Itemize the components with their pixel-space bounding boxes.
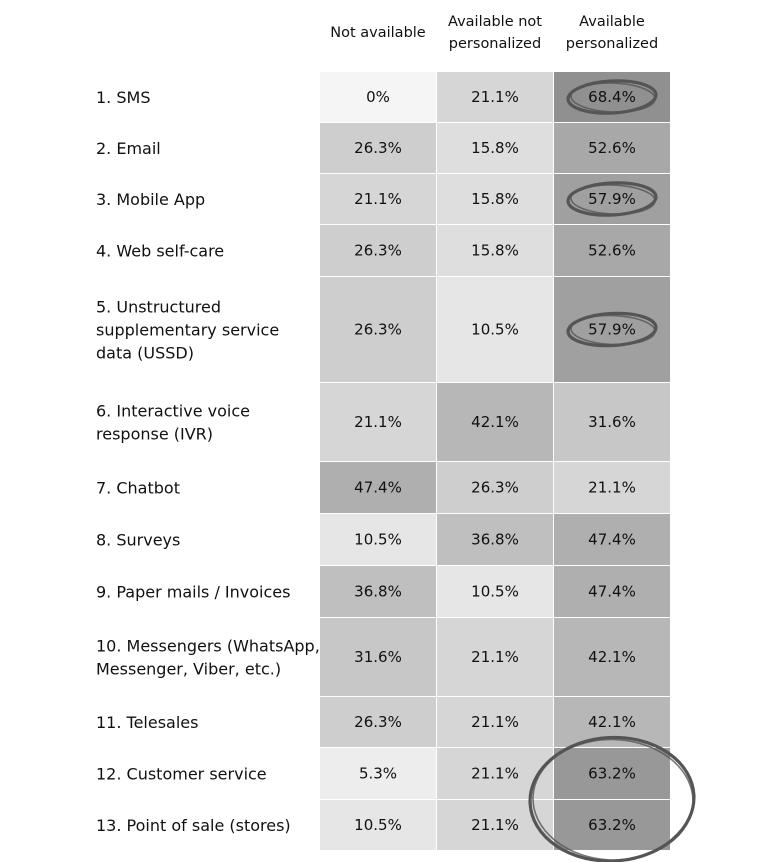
cell-value: 63.2%: [588, 816, 636, 834]
row-label: 2. Email: [96, 138, 161, 158]
column-header: Not available: [330, 25, 426, 41]
cell-value: 21.1%: [471, 816, 519, 834]
row-label: 5. Unstructured supplementary service data (USSD): [96, 297, 280, 362]
cell-value: 42.1%: [588, 648, 636, 666]
cell-value: 52.6%: [588, 241, 636, 260]
cell-value: 10.5%: [471, 582, 519, 601]
row-label: 7. Chatbot: [96, 478, 180, 497]
cell-value: 15.8%: [471, 241, 519, 260]
cell-value: 31.6%: [354, 648, 402, 666]
cell-value: 47.4%: [588, 582, 636, 601]
row-label: 3. Mobile App: [96, 189, 206, 209]
cell-value: 21.1%: [471, 88, 519, 106]
cell-value: 63.2%: [588, 764, 636, 783]
cell-value: 21.1%: [588, 478, 636, 497]
row-label: 6. Interactive voice response (IVR): [96, 401, 250, 443]
cell-value: 0%: [366, 88, 390, 106]
row-label: 9. Paper mails / Invoices: [96, 582, 291, 601]
cell-value: 26.3%: [354, 713, 402, 731]
cell-value: 21.1%: [471, 764, 519, 783]
cell-value: 21.1%: [471, 648, 519, 666]
row-label: 4. Web self-care: [96, 241, 225, 260]
cell-value: 15.8%: [471, 190, 519, 208]
cell-value: 42.1%: [588, 713, 636, 731]
row-label: 12. Customer service: [96, 764, 267, 783]
cell-value: 26.3%: [471, 478, 519, 497]
cell-value: 31.6%: [588, 413, 636, 431]
cell-value: 21.1%: [471, 713, 519, 731]
cell-value: 68.4%: [588, 88, 636, 106]
cell-value: 21.1%: [354, 413, 402, 431]
row-label: 13. Point of sale (stores): [96, 815, 291, 835]
column-header: Available personalized: [565, 14, 659, 52]
row-label: 1. SMS: [96, 87, 151, 107]
cell-value: 15.8%: [471, 139, 519, 157]
cell-value: 47.4%: [588, 530, 636, 549]
cell-value: 42.1%: [471, 413, 519, 431]
cell-value: 10.5%: [354, 816, 402, 834]
cell-value: 26.3%: [354, 139, 402, 157]
row-label: 8. Surveys: [96, 530, 181, 549]
cell-value: 36.8%: [471, 530, 519, 549]
row-label: 11. Telesales: [96, 712, 199, 732]
row-label: 10. Messengers (WhatsApp, Messenger, Viber, etc.): [96, 636, 320, 678]
cell-value: 52.6%: [588, 139, 636, 157]
cell-value: 47.4%: [354, 478, 402, 497]
cell-value: 57.9%: [588, 320, 636, 339]
cell-value: 57.9%: [588, 190, 636, 208]
cell-value: 5.3%: [358, 764, 398, 783]
cell-value: 26.3%: [354, 320, 402, 339]
cell-value: 10.5%: [471, 320, 519, 339]
cell-value: 10.5%: [354, 530, 402, 549]
cell-value: 36.8%: [354, 582, 402, 601]
column-header: Available not personalized: [448, 14, 542, 52]
cell-value: 21.1%: [354, 190, 402, 208]
cell-value: 26.3%: [354, 241, 402, 260]
